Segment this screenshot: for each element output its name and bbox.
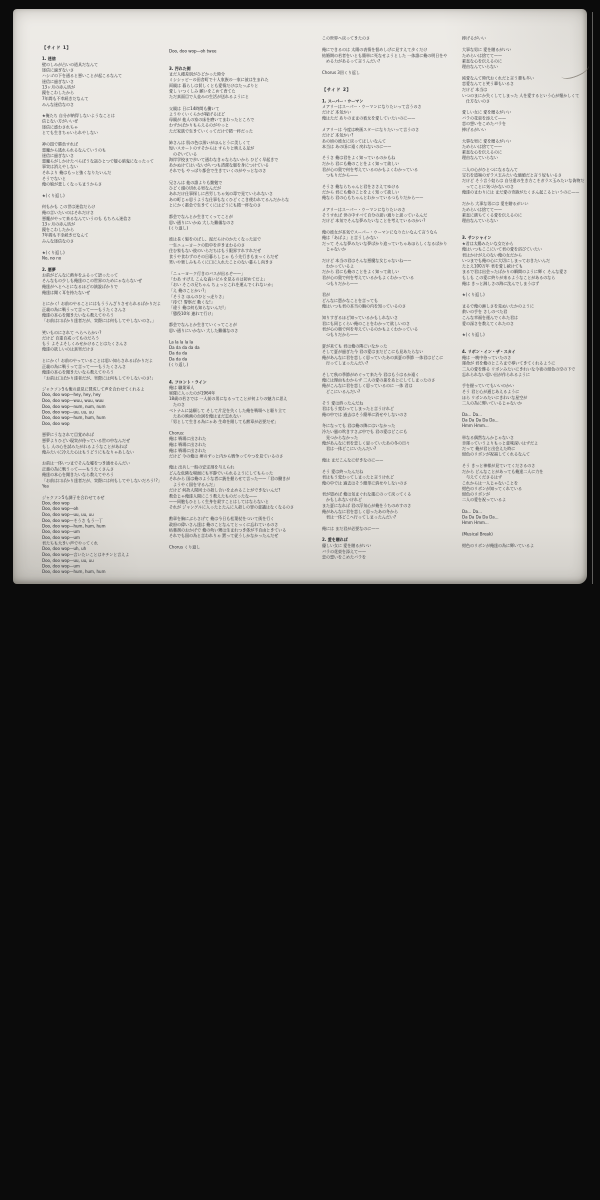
lyric-line: 俺の彼女が本気でスーパー・ウーマンになりたいなんて言うなら [322, 230, 438, 235]
lyric-line: Doo, doo wop—言いたいことはキチンと言えよ [42, 552, 130, 558]
lyric-line: 何もかも この世は迷信だらけ [42, 205, 96, 210]
lyric-line: Doo, doo wop [42, 501, 70, 506]
lyric-line: 理由なんていらない [462, 64, 498, 70]
song-title: 2. 愛を贈れば [322, 538, 348, 543]
lyric-line: そうさ 俺ならちゃんと君をささえてゆける [322, 184, 400, 189]
lyric-line: わかっているよ [322, 264, 354, 269]
lyric-line: Da... Da... [462, 509, 482, 514]
song-title: 3. 汚れた街 [169, 66, 191, 71]
lyric-line: 俺は 戦場に出された [169, 448, 207, 453]
lyric-line: メアリーは 今度は映画スターになりたいって言うのさ [322, 127, 420, 132]
lyric-line: 冷たい風の吹きすさぶ中でも 君の愛はどこにも [322, 429, 408, 435]
lyric-line: 「わあ すげえ こんな高いビルを見るのは初めてだよ」 [169, 277, 268, 282]
lyric-line: 正義の為に戦うって言って——もうたくさんさ [42, 307, 126, 312]
lyric-line: だけど 本当の君はそんな悪魔な女じゃないね—— [322, 258, 412, 264]
lyric-line: Da da da [169, 357, 188, 362]
lyric-line: それより 俺はもっと強くなりたいんだ [42, 170, 112, 176]
lyric-line: そう 愛は終ったんだね [322, 401, 364, 406]
lyric-line: ★(くり返し) [462, 332, 485, 338]
lyric-line: じゃないか [322, 247, 346, 252]
side-header: 【サイド 1】 [42, 45, 72, 51]
lyric-line: Yea [42, 484, 49, 489]
lyric-line: ためらいは捨てて—— [462, 207, 502, 212]
lyric-line: ためらいは捨てて—— [462, 144, 502, 150]
lyric-line: それから 国は俺のような者に銃を握らせて言った——「君の働きが [169, 476, 291, 482]
lyrics-column-4-text [462, 36, 600, 549]
lyric-line: 「そうさ ほんのひとっ走りさ」 [169, 294, 227, 299]
lyric-line: どんなに愚かなことを言っても [322, 298, 378, 303]
lyric-line: 君が心の奥で何を考えているかもよくわかっている [322, 275, 414, 281]
lyric-line: 俺があんなに君を恋しく思ったあの冬から [322, 509, 398, 514]
lyric-line: だけど そう言う奴らは 自分達の生き方こそガラス玉みたいな偽物だ [462, 178, 585, 184]
lyric-line: それでも やっぱり都会で生きていくのがやっとなのさ [169, 169, 267, 174]
lyric-line: 思い通りにいかない 大した難儀なのさ [169, 328, 239, 334]
lyric-line: あの町じゃ思うような仕事もなくひどくこき使われてるんだからな [169, 197, 289, 202]
lyric-line: 大事な男に 愛を贈るがいい [462, 139, 512, 144]
lyric-line: 大事な男に 愛を贈るがいい [462, 47, 512, 53]
lyric-line: そんなもの少しも俺達のこの世界のためにゃならないぜ [42, 279, 142, 284]
lyric-line: 迷信に過ぎないさ [42, 68, 74, 73]
lyric-line: そう 愛は終ったんだね [322, 469, 364, 474]
lyric-line: かもしれないけれど [322, 498, 362, 503]
lyric-line: ★(くり返し) [42, 193, 65, 198]
lyric-line: 思い通りにいかぬ 大した難儀なのさ [169, 220, 235, 225]
lyric-line: 知りすぎるほど知っているかもしれないさ [322, 315, 398, 321]
lyric-line: まるで俺の淋しさを見ぬいたかのように [462, 304, 534, 309]
lyric-line: 「懲役10年 連れて行け」 [169, 311, 216, 316]
lyric-line: 手を握っていてもいいのかい [462, 384, 514, 389]
lyric-line: 「え 俺のことかい?」 [169, 288, 209, 294]
lyric-line: まるで君は出会ったばかりの瞬間のように輝く そんな愛さ [462, 270, 568, 275]
lyric-line: 両親は 暮らしは貧しくとも愛情だけはたっぷりと [169, 83, 259, 88]
lyric-line: 「お前は口ばかり達者だが、実際には何もしてやしないだろう!?」 [42, 478, 162, 483]
paper-sheet [13, 9, 587, 584]
lyric-line: もう よそよそしくみせかけることはたくさんさ [42, 341, 128, 347]
lyric-line: 俺の娘が悲しくなっちまうからさ [42, 182, 102, 187]
lyric-line: いつまでも俺の心に大切にしまっておきたいんだ [462, 258, 550, 264]
lyric-line: Doo, doo wop—uu, uu, uu [42, 410, 94, 415]
lyric-line: 素直な心を伝えるのに [462, 59, 502, 64]
lyric-line: ハシゴの下を通ると悪いことが起こるなんて [42, 73, 122, 79]
side-header: 【サイド 2】 [322, 87, 352, 93]
lyric-line: 兄さんは 他の誰よりも勤勉で [169, 180, 223, 185]
lyric-line: そう きっと神様が見ていてくださるのさ [462, 463, 536, 469]
lyric-line: 父親は 日に14時間も働いて [169, 106, 220, 111]
lyric-line: 短いスカートのすそからは すらりと映える足が [169, 146, 255, 151]
lyric-line: お前は一体いつまでそんな嘘をつき通せるんだい [42, 461, 130, 466]
lyric-line: だって そんな夢みたいな夢ばかり追っていちゃあほらしくなるばかり [322, 241, 448, 246]
lyric-line: だから どんなことがあっても俺達二人に力を [462, 469, 544, 474]
lyric-line: どこにいるんだい? [322, 389, 361, 395]
lyric-line: 君が心の奥で何を考えているのかもよくわかっている [322, 167, 418, 172]
lyric-line: 捧げるがいい [462, 127, 486, 132]
lyric-line: 住む家もない彼のいらだちはもう限界すれすれだぜ [169, 248, 261, 254]
lyric-line: まだ人種差別がひどかった時分 [169, 72, 225, 77]
lyric-line: 悪魔から逃れられるなんていうのも [42, 148, 106, 153]
lyric-line: 単なる偶然なんかじゃないさ [462, 435, 514, 440]
lyric-line: 俺達のまわりには まだ愛の奇跡がたくさん起こるというのに—— [462, 190, 580, 195]
lyric-line: 捧げるがいい [462, 36, 486, 41]
lyric-line: 紺色のリボンが知ってくれている [462, 486, 522, 492]
lyric-line: 君が望めば 俺は気まぐれな風にのって戻ってくる [322, 492, 412, 497]
lyric-line: ようやくいくらかが稼げるほど [169, 112, 225, 117]
lyric-line: 君は一体どこにいたんだい? [322, 446, 377, 452]
lyric-line: 恋の想いをこめたバラを [462, 121, 506, 127]
lyric-line: 鏡をこわしたから [42, 227, 74, 233]
lyric-line: Doo, doo wop—um [42, 535, 80, 540]
lyric-line: ベトナムに誌願して そして片足を失くした俺を戦場へと駆り立て [169, 408, 287, 413]
lyric-line: 俺達がへとへとになるほどの演説ばかりで [42, 284, 118, 290]
lyric-line: メアリーはスーパー・ウーマンになりたいって言うのさ [322, 104, 422, 110]
lyric-line: 行ってしまったんだい? [322, 361, 369, 366]
song-title: 4. リボン・イン・ザ・スカイ [462, 349, 516, 355]
lyric-line: バラの花束を添えて—— [462, 116, 506, 121]
lyric-line: 教会じゃ俺達人間にこう教えたものだったな—— [169, 494, 257, 499]
lyric-line: Da Da Da Da Da... [462, 515, 499, 520]
lyric-line: 姉さんは 肌の色は黒いがほんとうに美しくて [169, 140, 251, 145]
lyric-line: Doo, doo wop—wuu, wuu, wuu [42, 398, 104, 404]
lyric-line: 俺達の本心を聞きたいなら教えてやろう [42, 370, 114, 375]
lyric-line: そうすれば 世の中すべて自分の思い通りと思っているんだ [322, 213, 428, 218]
lyric-line: 俺は まだこんなに好きなのに—— [322, 458, 384, 463]
lyric-line: Doo, doo wop—hey, hey, hey [42, 393, 101, 398]
lyrics-column-3-text [322, 36, 466, 560]
lyric-line: だって 俺が君と出会えた時に [462, 446, 516, 452]
lyric-line: 俺なら 君の心もちゃんとわかっているつもりだから—— [322, 196, 424, 201]
lyric-line: 俺は 一晩中待っていたのさ [462, 355, 512, 360]
lyric-line: 救いの手を さしのべた君 [462, 310, 508, 315]
lyric-line: だけど 自重自戒ってものだろう [42, 336, 100, 341]
lyric-line: 迷信に過ぎないさ [42, 153, 74, 159]
lyric-line: 母親が 他人の家の床を磨いてまわったところで [169, 117, 255, 123]
lyric-line: 本当は あの頃に遠く戻れないのに—— [322, 144, 392, 150]
lyric-line: みんな迷信なのさ [42, 239, 74, 244]
lyric-line: Doo, doo wop—oh [42, 507, 79, 512]
lyric-line: たあの映画の台詞を俺はまだ忘れない [169, 414, 241, 419]
lyric-line: 愛の深さを教えてくれたのさ [462, 321, 514, 326]
lyric-line: 愛し いつくしみ 願いをこめて育てた [169, 89, 236, 94]
lyric-line: お前がどんなに熱弁をふるって語ったって [42, 273, 118, 278]
lyric-line: とにかく! お前のやっていることは思い知らされるばかりだよ [42, 358, 153, 364]
lyric-line: ★俺たち 自分が納得しないようなことは [42, 113, 115, 119]
lyric-line: 彼は長く髪をのばし、泥だらけのかたくなった足で [169, 237, 261, 242]
lyric-line: 神の国で勝負すれば [42, 142, 78, 147]
lyric-line: 運命が 君を俺のところまで導いてきてくれるように [462, 361, 556, 366]
lyric-line: 素直な心を伝えるのに [462, 150, 502, 155]
lyric-line: Doo, doo wop—oh twee [169, 49, 217, 54]
lyric-line: 見つからなかった [322, 435, 358, 440]
lyric-line: Doo, doo wop—hum, hum, hum [42, 415, 106, 421]
lyric-line: 愛しい女に 愛を贈るがいい [462, 110, 512, 115]
lyric-line: Da da da da da [169, 345, 200, 351]
lyric-line: 迷信に過ぎないさ [42, 79, 74, 84]
lyric-line: Doo, doo wop—hum, hum, hum [42, 569, 106, 575]
lyric-line: 俺には まだ君が必要なのに—— [322, 526, 380, 531]
lyric-line: 事実は消えやしない [42, 165, 78, 170]
lyric-line: ミシシッピーの田舎町で十人家族の一家に彼は生まれた [169, 77, 269, 83]
lyric-line: ★(くり返し) [462, 292, 485, 298]
lyric-line: 「違う 俺は何も知らないんだ!」 [169, 305, 228, 311]
lyric-line: 宝石を道端のガラス玉みたいな価値だと言う奴もいるさ [462, 173, 562, 178]
lyric-line: 俺の中では 過去はそう簡単に消せやしないのさ [322, 412, 408, 417]
lyric-line: だから 大事な男には 愛を贈るがいい [462, 201, 529, 207]
lyric-line: のぞいている [169, 152, 197, 157]
lyric-line: 迷信に惑わされちゃ [42, 125, 78, 130]
lyrics-column-1-text [42, 45, 186, 575]
lyric-line: Hmm Hmm... [462, 424, 489, 429]
lyric-line: 君はもう変わってしまったと言うけれど [322, 406, 394, 412]
lyric-line: める力があるって言うんだい? [322, 59, 381, 64]
song-title: 3. サンシャイン [462, 235, 492, 241]
lyric-line: あかぬけてはいないがいつも清潔な服を身につけている [169, 163, 269, 168]
lyric-line: だけど 本当は [462, 87, 488, 93]
lyric-line: そうでないと [42, 176, 66, 181]
lyric-line: これからは一人じゃないことを [462, 481, 518, 486]
lyric-line: そして秋の季節がめぐって来た今 君はもうはるか遠く [322, 372, 420, 378]
lyric-line: そして夏が過ぎた今 君の愛はまだどこにも見あたらない [322, 349, 424, 355]
lyric-line: 「お前は口ばかり達者だが、実際には何もしてやしないのさ。」 [42, 319, 156, 324]
lyric-line: Doo, doo wop—num, num, num [42, 404, 106, 409]
lyric-line: 紺色のリボンが祝福してくれるなんて [462, 452, 530, 457]
lyric-line: 二人の愛を飾る リボンみたいにきれいな今夜の紺色の空の下で [462, 367, 576, 372]
lyric-line: こんな幸福を運んでくれた君は [462, 315, 518, 321]
lyric-line: 結婚期の若者をいとも簡単に死なせようとした 一体誰に俺の明日をや [322, 53, 448, 58]
lyric-line: 悪夢にうなされて目覚めれば [42, 433, 94, 438]
lyric-line: Doo, doo wop—hum, hum, hum [42, 524, 106, 529]
lyric-line: 壁のしみが占いの道具だなんて [42, 62, 98, 67]
lyric-line: 悪魔らがしかけたべらぼうな話ひとつで疑心暗鬼になったって [42, 159, 154, 164]
lyric-line: そう 君と心が通じあえるように [462, 389, 520, 395]
lyric-line: 俺にできるのは 太陽の表情を恨めしげに見すえて歩くだけ [322, 47, 428, 53]
lyric-line: Doo, doo wop—uh, uh [42, 547, 87, 552]
lyric-line: 「待て! 警察だ 動くな!」 [169, 300, 215, 305]
lyric-line: Chorus 3回くり返し [322, 70, 360, 75]
lyrics-column-2-text [169, 49, 313, 551]
lyric-line: Doo, doo wop—um [42, 529, 80, 535]
lyric-line: 二人の心がひとつになるなんて [462, 167, 518, 172]
song-title: 2. 悪夢 [42, 267, 56, 273]
lyric-line: 恋愛なんてと笑う輩もいるさ [462, 82, 514, 87]
lyric-line: あれだけ仕事探しに苦労しちゃ気の毒で見ていられないさ [169, 191, 273, 197]
lyric-line: だけど 本気かい [322, 110, 352, 115]
lyric-line: 俺の中では 過去はそう簡単に消せやしないのさ [322, 481, 408, 486]
lyric-line: とにかく都会で生きてくにはどうにも精一杯なのさ [169, 203, 261, 208]
lyric-line: No, no no [42, 256, 62, 261]
lyric-line: つもりだから—— [322, 281, 358, 286]
lyric-line: 鏡をこわしたから [42, 91, 74, 96]
lyric-line: 純愛なんて時代おくれだと言う輩も多い [462, 76, 534, 81]
lyric-line: 俺達の本心を聞きたいなら教えてやろう [42, 313, 114, 318]
lyric-line: とても生きちゃいられやしない [42, 130, 98, 136]
lyric-line: 俺達は聞く耳を持たないぜ [42, 290, 90, 295]
lyric-line: 正義の為に戦うって——もうたくさんさ [42, 467, 114, 472]
lyric-line: ★君は太陽みたいな女だから [462, 241, 514, 246]
lyric-line: Doo, doo wop—uu, uu, uu [42, 512, 94, 518]
lyric-line: バラの花束を添えて—— [322, 549, 366, 554]
lyric-line: 「おい そこの兄ちゃん ちょっとこれを運んでくれないか」 [169, 283, 276, 288]
lyric-line: 冬になっても 君は俺の隣にはいなかった [322, 424, 396, 429]
lyrics-column-4 [462, 36, 600, 1200]
lyric-line: Chorus: [169, 431, 185, 436]
lyric-line: だけど 何故人間同士の殺し合いを止めることができないんだ? [169, 488, 281, 493]
lyric-line: 夏が来ても 君は俺の隣にいなかった [322, 344, 388, 349]
song-title: 1. 迷信 [42, 56, 56, 62]
lyric-line: 君は一体どこへ行ってしまったんだい? [322, 515, 396, 520]
lyric-line: だから 君にも俺のことをよく知って欲しい [322, 270, 400, 275]
lyric-line: もしも この愛に終りが来るようなことがあるのなら [462, 275, 556, 281]
lyric-line: 与えてくださるはず [462, 475, 502, 480]
lyric-line: Doo, doo wop [42, 421, 70, 426]
lyric-line: 君が心の奥で何を考えているのかもよくわかっている [322, 327, 418, 332]
lyric-line: 紺色のリボンが [462, 492, 490, 497]
lyric-line: 「男として生きる為にゃあ 生命を賭しても勲章が必要だぜ」 [169, 419, 279, 425]
lyric-line: 君はもう変わってしまったと言うけれど [322, 475, 394, 480]
lyric-line: わずかばかりもらえるのがやっと [169, 123, 229, 128]
lyric-line: Doo, doo wop—uu, uu, uu [42, 558, 94, 563]
lyric-line: 都会でなんとか生きていくってことが [169, 323, 237, 328]
lyric-line: 俺みたいに冷えた心はもうどうにもなりゃあしない [42, 450, 134, 455]
lyric-line: 理由なんていらない [462, 218, 498, 224]
lyric-line: 7年間も不幸続きだなんて [42, 96, 89, 102]
lyric-line: 恋の想いをこめたバラを [322, 555, 366, 560]
lyric-line: 「ニューヨーク行きのバスが出るぞ——」 [169, 271, 245, 277]
lyric-line: 俺は 出兵し一般の安定剤を与えられ [169, 465, 235, 470]
lyric-line: Da Da Da Da Da... [462, 418, 499, 423]
lyric-line: (くり返し) [169, 362, 189, 368]
lyric-line: ひどく頭の切れる男なんだが [169, 186, 221, 191]
lyric-line: 一生ニューヨークの街中を歩きまわるのさ [169, 243, 245, 248]
lyric-line: どんな危険な場面にも平静でいられるようにしてもらった [169, 471, 273, 476]
lyric-line: つもりだから—— [322, 332, 358, 338]
lyric-line: 俺の言いたいのはそれだけさ [42, 210, 94, 216]
lyric-line: ——同胞もひとしく生身を殺すことはしてはならないと [169, 499, 269, 505]
lyric-line: たのさ [169, 402, 185, 408]
lyric-line: 俺は 戦場に出された [169, 437, 207, 442]
lyric-line: 俺はいつもここにいて君の愛を浴びていたい [462, 247, 542, 252]
lyric-line: 政府の偉いさん達は 俺のことなんてとっくに忘れているのさ [169, 522, 279, 527]
lyric-line: とにかく! お前のやることにはもううんざりさせられるばかりだよ [42, 301, 161, 307]
lyric-line: La la la la la [169, 340, 194, 345]
lyric-line: それが ジャングルに入ったとたんに人殺しの罪の意識はなくなるのさ [169, 505, 294, 510]
lyric-line: 二人の愛を祝っているよ [462, 498, 506, 503]
lyric-line: 俺は 戦場に出された [169, 442, 207, 448]
lyric-line: 都会でなんとか生きてくってことが [169, 214, 233, 220]
lyric-line: ようやく国を守るんだ」 [169, 482, 217, 487]
lyric-line: あの頃の彼女に戻ってほしいなんて [322, 139, 386, 144]
lyric-line: 悪夢よりひどい現実が待っている世の中なんだぜ [42, 438, 130, 444]
paper-edge-highlight [592, 12, 593, 584]
lyric-line: ってことに気づかないのさ [462, 184, 514, 189]
lyric-line: 優しい女に 愛を贈るがいい [322, 543, 372, 549]
lyric-line: 俺には理由もわからず 二人の愛の巣をあとにしてしまったのさ [322, 378, 436, 383]
lyric-line: 枯葉剤のおかげで 俺の幼い甥は生まれつき体が不自由ときている [169, 528, 287, 533]
lyric-line: Da da da [169, 351, 188, 356]
lyric-line: 俺は 職業軍人 [169, 385, 195, 391]
lyric-line: 13ヶ月の赤ん坊が [42, 85, 76, 90]
lyric-line: だから 君にも俺のことをよく知って欲しい [322, 161, 400, 167]
lyric-line: 18歳の若さでは 一人前の男になるってことが何よりの魅力に思え [169, 397, 288, 402]
lyric-line: 7年間も不幸続きだなんて [42, 233, 89, 238]
lyric-line: だけど 今の俺は 塀のずっと内から戦争ってやつを見ているのさ [169, 454, 284, 459]
lyric-line: Hmm Hmm... [462, 520, 489, 526]
lyric-line: ためらいは捨てて—— [462, 53, 502, 58]
lyric-line: たとえ100万年 君を愛し続けても [462, 264, 523, 269]
lyric-line: (Musical Break) [462, 532, 493, 537]
lyric-line: 俺はいつも君の本当の胸の内を知っているのさ [322, 304, 406, 309]
lyric-line: 俺があんなに君を恋しく思っていたあの真夏の季節 一体君はどこに [322, 355, 444, 360]
lyric-line: 笑いや楽しみもろくに口に入れたことのない暮らし向きさ [169, 260, 273, 265]
lyric-line: Chorus くり返し [169, 545, 201, 550]
lyric-line: 理由なんていらない [462, 156, 498, 161]
lyric-line: 俺は「あばよ」と言うしかない [322, 235, 378, 241]
lyric-line: 君たちも大きい声でやってくれ [42, 541, 98, 546]
lyric-line: Da... Da... [462, 412, 482, 417]
lyric-line: それでも国の為と言われりゃ 黙って従うしかなかったんだぜ [169, 533, 279, 539]
lyric-line: だけど 本気でそんな夢みたいなことを考えているのかい? [322, 218, 426, 224]
lyric-line: 君にも同じくらい俺のことをわかって欲しいのさ [322, 321, 410, 326]
lyric-line: 13ヶ月の赤ん坊が [42, 222, 76, 227]
lyric-line: つもりだから—— [322, 173, 358, 178]
lyric-line: 信じない方がいいぜ [42, 119, 78, 124]
lyric-line: 食うや食わずのその日暮らしじゃ もう先行きもまっくらだぜ [169, 254, 279, 259]
lyric-line: いつのまにか失くしてしまった 人を愛するという心が懐かしくて [462, 93, 580, 98]
lyric-line: 俺があんなに君を恋しく思っていたあの冬の日々 [322, 441, 410, 446]
lyric-line: 仕方ないのさ [462, 99, 490, 104]
lyric-line: 俺達の本心を聞きたいなら教えてやろう [42, 472, 114, 478]
lyric-line: 正義の為に戦うって言って——もうたくさんさ [42, 364, 126, 369]
lyric-line: 海岸学校まで歩いて通わなきゃならないから ひどく早起きで [169, 157, 279, 163]
lyric-line: この世界へ戻ってきたのさ [322, 36, 370, 41]
lyric-line: Doo, doo wop—um [42, 564, 80, 569]
lyric-line: 幸運っていうよりもっと意味深いはずだよ [462, 441, 538, 446]
lyric-line: 君はかけがえのない俺の女だから [462, 253, 522, 258]
lyric-line: ジャクソン5も調子を合わせてるぜ [42, 495, 105, 501]
song-title: 1. スーパー・ウーマン [322, 99, 364, 104]
lyric-line: 笑いものにされて へらへらかい? [42, 330, 102, 335]
lyric-line: ジャクソン5も俺の意見に賛成して声を合わせてくれるよ [42, 387, 145, 392]
lyric-line: 「お前は口ばかり達者だが、実際には何もしてやしないのさ!」 [42, 376, 156, 381]
lyric-line: 俺は きっと淋しさの海に沈んでしまうはず [462, 281, 540, 286]
lyric-line: 俺はただ ありのままの彼女を愛していたいのに—— [322, 116, 416, 121]
lyric-line: そうさ 俺は君をよく知っているのかもね [322, 156, 396, 161]
lyric-line: ★(くり返し) [42, 250, 65, 255]
lyric-line: ただ真面目で人並みの生活が送れるようにと [169, 95, 249, 100]
lyric-line: 俺達の欲しいのは真実だけさ [42, 347, 94, 352]
song-title: 4. フロント・ライン [169, 380, 207, 385]
lyric-line: 勲章を胸にぶらさげて 俺は今日も松葉杖をついて街を行く [169, 516, 275, 522]
lyric-line: もし 人の心を試みたがれるようなことがあれば [42, 444, 128, 449]
lyric-line: Doo, doo wop—そうさ もう一丁 [42, 518, 103, 523]
lyric-line: 紺色のリボンが俺達の為に輝いているよ [462, 543, 534, 549]
lyric-line: メアリーはスーパー・ウーマンになりたいのさ [322, 207, 406, 212]
lyric-line: だけど 本気かい? [322, 133, 354, 138]
lyric-line: 君が [322, 292, 330, 298]
lyric-line: (くり返し) [169, 226, 189, 231]
lyric-line: また夏になれば 君の浮気心が俺をうちのめすのさ [322, 503, 412, 509]
lyric-line: ただ家族で生きていくってだけで精一杯だった [169, 129, 253, 134]
lyric-line: みんな迷信なのさ [42, 102, 74, 107]
lyric-line: 軍隊に入ったのが1964年 [169, 391, 216, 396]
lyric-line: 二人の為に輝いているじゃないか [462, 401, 522, 406]
lyric-line: 忘れられない思い出が作られるように [462, 372, 530, 378]
lyric-line: だから 君にも俺のことをよく知って欲しい [322, 190, 400, 195]
lyric-line: 悪魔がやって来るなんていうのも もちろん迷信さ [42, 216, 132, 221]
lyric-line: ほら リボンみたいにきれいな星空が [462, 395, 528, 400]
lyric-line: 素直に満ちてくる愛を伝えるのに [462, 213, 522, 218]
lyric-line: 俺がこんなに君を恋しく思っているのに 一体 君は [322, 384, 413, 389]
